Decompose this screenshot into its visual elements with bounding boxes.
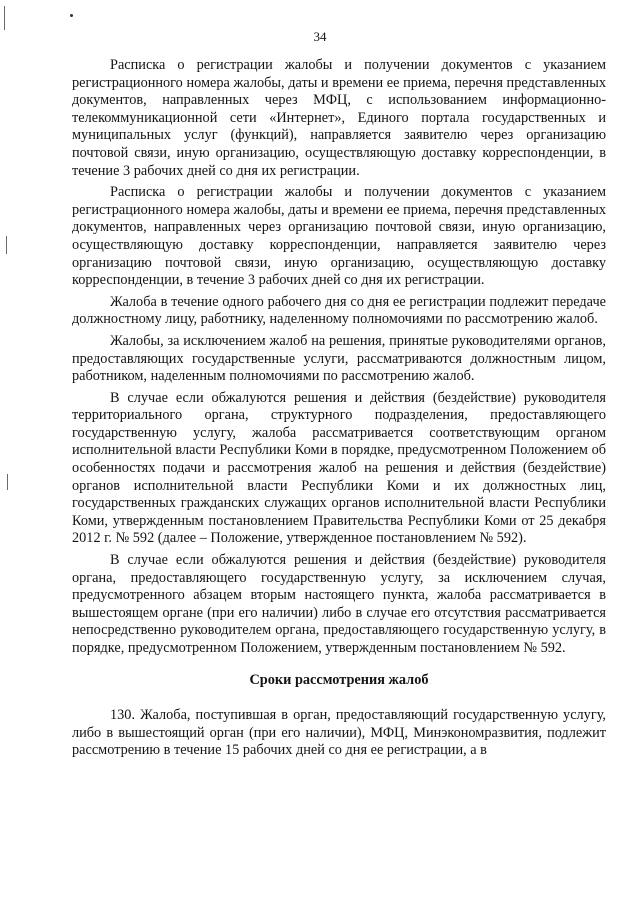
paragraph-transfer: Жалоба в течение одного рабочего дня со дня ее регистрации подлежит передаче должностному лицу, работнику, наделенному полномочиями по рассмотрению жалоб.: [72, 293, 606, 328]
scan-artifact-mark: [7, 474, 8, 490]
paragraph-receipt-mfc: Расписка о регистрации жалобы и получении документов с указанием регистрационного номера жалобы, даты и времени ее приема, перечня представленных документов, направленных через МФЦ, с использованием информационно-телекоммуникационной сети «Интернет», Единого портала государственных и муниципальных услуг (функций), направляется заявителю через организацию почтовой связи, иную организацию, осуществляющую доставку корреспонденции, в течение 3 рабочих дней со дня их регистрации.: [72, 57, 606, 179]
scan-artifact-mark: [6, 236, 7, 254]
document-body: [72, 57, 606, 764]
paragraph-receipt-post: Расписка о регистрации жалобы и получении документов с указанием регистрационного номера жалобы, даты и времени ее приема, перечня представленных документов, направленных через организацию почтовой связи, иную организацию, осуществляющую доставку корреспонденции, направляется заявителю через организацию почтовой связи, иную организацию, осуществляющую доставку корреспонденции, в течение 3 рабочих дней со дня их регистрации.: [72, 184, 606, 289]
scan-artifact-dot: [70, 14, 73, 17]
paragraph-territorial-body: В случае если обжалуются решения и действия (бездействие) руководителя территориального органа, структурного подразделения, предоставляющего государственную услугу, жалоба рассматривается соответствующим органом исполнительной власти Республики Коми в порядке, предусмотренном Положением об особенностях подачи и рассмотрения жалоб на решения и действия (бездействие) органов исполнительной власти Республики Коми и их должностных лиц, государственных гражданских служащих органов исполнительной власти Республики Коми, утвержденным постановлением Правительства Республики Коми от 25 декабря 2012 г. № 592 (далее – Положение, утвержденное постановлением № 592).: [72, 389, 606, 547]
page-number: 34: [313, 29, 327, 44]
paragraph-item-130: 130. Жалоба, поступившая в орган, предоставляющий государственную услугу, либо в вышестоящий орган (при его наличии), МФЦ, Минэкономразвития, подлежит рассмотрению в течение 15 рабочих дней со дня ее регистрации, а в: [72, 707, 606, 759]
paragraph-head-of-body: В случае если обжалуются решения и действия (бездействие) руководителя органа, предоставляющего государственную услугу, за исключением случая, предусмотренного абзацем вторым настоящего пункта, жалоба рассматривается в вышестоящем органе (при его наличии) либо в случае его отсутствия рассматривается непосредственно руководителем органа, предоставляющего государственную услугу, в порядке, предусмотренном Положением, утвержденным постановлением № 592.: [72, 552, 606, 656]
paragraph-review: Жалобы, за исключением жалоб на решения, принятые руководителями органов, предоставляющих государственные услуги, рассматриваются должностным лицом, работником, наделенным полномочиями по рассмотрению жалоб.: [72, 332, 606, 385]
section-heading: Сроки рассмотрения жалоб: [249, 671, 429, 688]
scan-artifact-mark: [4, 6, 5, 30]
